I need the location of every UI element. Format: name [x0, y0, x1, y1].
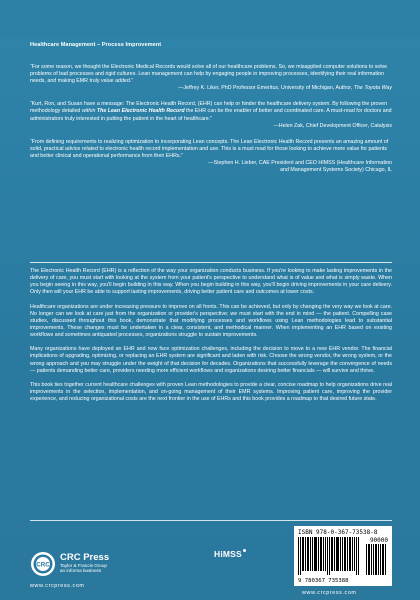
endorsement-1: [30, 64, 392, 92]
isbn-text: ISBN 978-0-367-73538-8: [298, 529, 378, 536]
isbn-barcode: [294, 526, 392, 586]
endorsement-attribution: [30, 85, 392, 92]
endorsement-text-end: the EHR can be the enabler of better and coordinated care. A must-read for doctors and administrators truly interested in putting the patient in the heart of healthcare.”: [30, 108, 392, 122]
price-code: 90000: [369, 537, 388, 544]
svg-text:CRC: CRC: [36, 561, 50, 569]
attribution-text: —Jeffrey K. Liker, PhD Professor Emeritus, University of Michigan, Author,: [178, 85, 354, 92]
attribution-line-1: —Stephen H. Lieber, CAE President and CEO HIMSS (Healthcare Information: [208, 160, 392, 167]
endorsement-text-start: “Kurt, Ron, and Susan have a message: The Electronic Health Record, (EHR) can help or hinder the healthcare delivery system. By following the proven methodology detailed: [30, 101, 388, 115]
barcode-number: 9 780367 735388: [298, 578, 349, 584]
endorsements: [30, 64, 392, 183]
category-label: Healthcare Management – Process Improvement: [30, 42, 162, 48]
attribution-line-2: and Management Systems Society) Chicago, IL: [280, 167, 392, 174]
endorsement-2: [30, 101, 392, 129]
publisher-url-link[interactable]: www.crcpress.com: [30, 583, 85, 589]
himss-logo-icon: [214, 549, 246, 559]
description-paragraph: Many organizations have deployed an EHR and now face optimization challenges, including the decision to move to a new EHR vendor. The financial implications of upgrading, optimizing, or replacing an EHR system are significant and laden with risk. Choose the wrong vendor, the wrong system, or the wrong approach and you may struggle under the weight of that decision for decades. Organizations that successfully leverage the convergence of needs — patients demanding better care, providers needing more efficient workflows and organizations desiring better financials — will survive and thrive.: [30, 346, 392, 374]
publisher-url-link[interactable]: www.crcpress.com: [302, 590, 357, 596]
header-band: [0, 0, 420, 38]
description-paragraph: The Electronic Health Record (EHR) is a reflection of the way your organization conducts business. If you're looking to make lasting improvements in the delivery of care, you must start with looking at the system from your patient's perspective to understand what is of value and what is simply waste. When you begin seeing in this way, you'll begin building in this way. When you begin building in this way, you'll begin driving improvements in your care delivery. Only then will your EHR be able to support lasting improvements, driving better patient care and outcomes at lower costs.: [30, 268, 392, 296]
publisher-block: [60, 553, 109, 574]
publisher-tagline: an informa business: [60, 568, 102, 574]
barcode-addon-icon: [366, 544, 388, 575]
endorsement-attribution: —Helen Zak, Chief Development Officer, Catalysis: [273, 122, 392, 129]
barcode-bars-icon: [298, 537, 362, 575]
endorsement-text-within: within: [81, 108, 97, 115]
endorsement-3: [30, 139, 392, 174]
description-paragraph: Healthcare organizations are under increasing pressure to improve on all fronts. This can be achieved, but only by changing the very way we look at care. No longer can we look at care just from the organization or provider's perspective; we must start with the end in mind — the patient. Compelling case studies, discussed throughout this book, demonstrate that modifying processes and workflows using Lean methodologies lead to substantial improvements. These changes must be undertaken in a clear, consistent, and methodical manner. When implementing an EHR based on existing workflows and sometimes antiquated processes, organizations struggle to sustain improvements.: [30, 303, 392, 338]
crc-press-logo-icon: [30, 551, 56, 577]
description-paragraph: This book ties together current healthcare challenges with proven Lean methodologies to provide a clear, concise roadmap to help organizations drive real improvements in the selection, implementation, and on-going management of their EMR systems. Improving patient care, improving the provider experience, and reducing organizational costs are the next frontier in the use of EHRs and this book provides a roadmap to that desired future state.: [30, 382, 392, 403]
divider-bottom: [30, 520, 392, 521]
description: [30, 268, 392, 411]
endorsement-text: “For some reason, we thought the Electronic Medical Records would solve all of our healthcare problems. So, we misapplied computer solutions to solve problems of bad processes and rigid cultures. Lean management can help by engaging people in improving processes, identifying their real information needs, and making EMR truly value added.”: [30, 64, 388, 85]
endorsement-attribution: [30, 160, 392, 174]
endorsement-text: [30, 101, 392, 122]
divider-top: [30, 262, 392, 263]
endorsement-book-title: The Lean Electronic Health Record: [96, 108, 185, 115]
attribution-book-title: The Toyota Way: [353, 85, 392, 92]
himss-logo-text: HiMSS: [214, 549, 242, 559]
himss-dot-icon: [243, 549, 246, 552]
publisher-group: Taylor & Francis Group: [60, 563, 107, 568]
publisher-name: CRC Press: [60, 552, 110, 563]
endorsement-text: “From defining requirements to realizing optimization to incorporating Lean concepts. The Lean Electronic Health Record presents an amazing amount of solid, practical advice related to electronic health record implementation and use. This is a must read for those looking to achieve more value for patients and better clinical and operational performance from their EHRs.”: [30, 138, 389, 159]
